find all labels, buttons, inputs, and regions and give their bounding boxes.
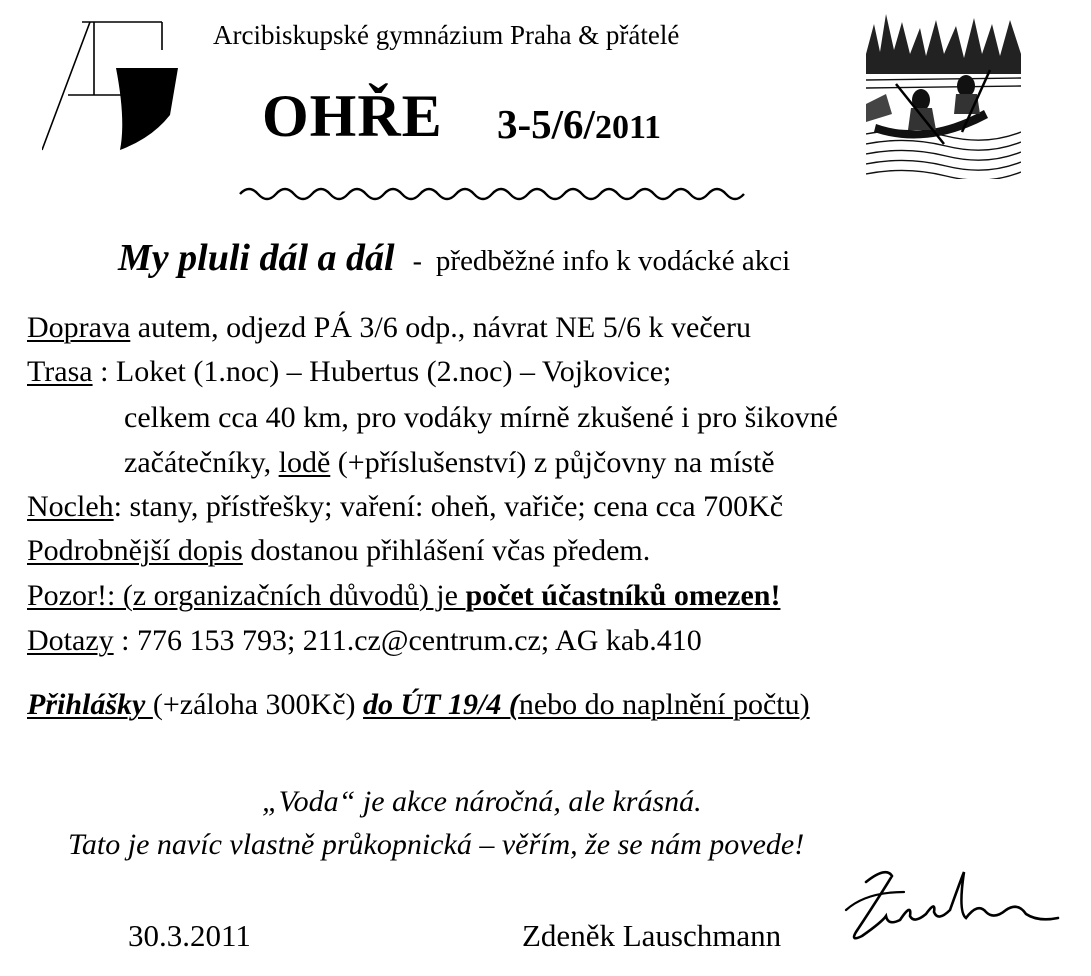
contact-label: Dotazy: [27, 624, 114, 657]
slogan-line: [118, 236, 790, 280]
boats-label: lodě: [278, 446, 331, 479]
author-name: Zdeněk Lauschmann: [522, 918, 782, 953]
slogan-info: předběžné info k vodácké akci: [435, 245, 791, 277]
registration-deadline: do ÚT 19/4 (: [363, 688, 519, 721]
lodging-text: : stany, přístřešky; vaření: oheň, vařiče; cena cca 700Kč: [113, 490, 784, 523]
event-title: OHŘE: [262, 83, 443, 149]
ag-logo-icon: [42, 20, 192, 155]
route-line-2: celkem cca 40 km, pro vodáky mírně zkušené i pro šikovné: [124, 401, 838, 434]
warning-row: [27, 576, 780, 616]
registration-label: Přihlášky: [27, 688, 153, 721]
letter-row: [27, 531, 650, 571]
signature-icon: [826, 862, 1066, 952]
route-row: [27, 352, 671, 392]
route-line-3: [124, 443, 775, 483]
lodging-row: [27, 487, 783, 527]
document-date: 30.3.2011: [128, 918, 251, 953]
registration-deposit: (+záloha 300Kč): [152, 688, 364, 721]
route-line-3-b: (+příslušenství) z půjčovny na místě: [330, 446, 775, 479]
event-dates: [497, 100, 661, 148]
registration-note: nebo do naplnění počtu): [518, 688, 810, 721]
quote-line-2: Tato je navíc vlastně průkopnická – věřím, že se nám povede!: [68, 828, 805, 861]
event-dates-year: 2011: [594, 109, 662, 146]
letter-label: Podrobnější dopis: [27, 534, 243, 567]
decorative-wave-divider: [238, 178, 758, 208]
slogan-dash: -: [412, 246, 422, 277]
registration-row: [27, 688, 810, 722]
event-dates-main: 3-5/6/: [497, 101, 595, 147]
letter-text: dostanou přihlášení včas předem.: [242, 534, 651, 567]
lodging-label: Nocleh: [27, 490, 114, 523]
canoeists-illustration-icon: [866, 14, 1021, 179]
contact-text: : 776 153 793; 211.cz@centrum.cz; AG kab.410: [113, 624, 702, 657]
warning-bold: počet účastníků omezen!: [465, 579, 781, 612]
route-label: Trasa: [27, 355, 93, 388]
quote-line-1: „Voda“ je akce náročná, ale krásná.: [262, 785, 702, 818]
warning-label: Pozor!: (z organizačních důvodů) je: [27, 579, 466, 612]
contact-row: [27, 621, 702, 661]
organization-name: Arcibiskupské gymnázium Praha & přátelé: [213, 20, 680, 50]
transport-label: Doprava: [27, 311, 131, 344]
slogan-title: My pluli dál a dál: [118, 237, 395, 279]
transport-row: [27, 308, 751, 348]
transport-text: autem, odjezd PÁ 3/6 odp., návrat NE 5/6 k večeru: [130, 311, 751, 344]
route-line-3-a: začátečníky,: [124, 446, 279, 479]
route-text: : Loket (1.noc) – Hubertus (2.noc) – Vojkovice;: [92, 355, 672, 388]
